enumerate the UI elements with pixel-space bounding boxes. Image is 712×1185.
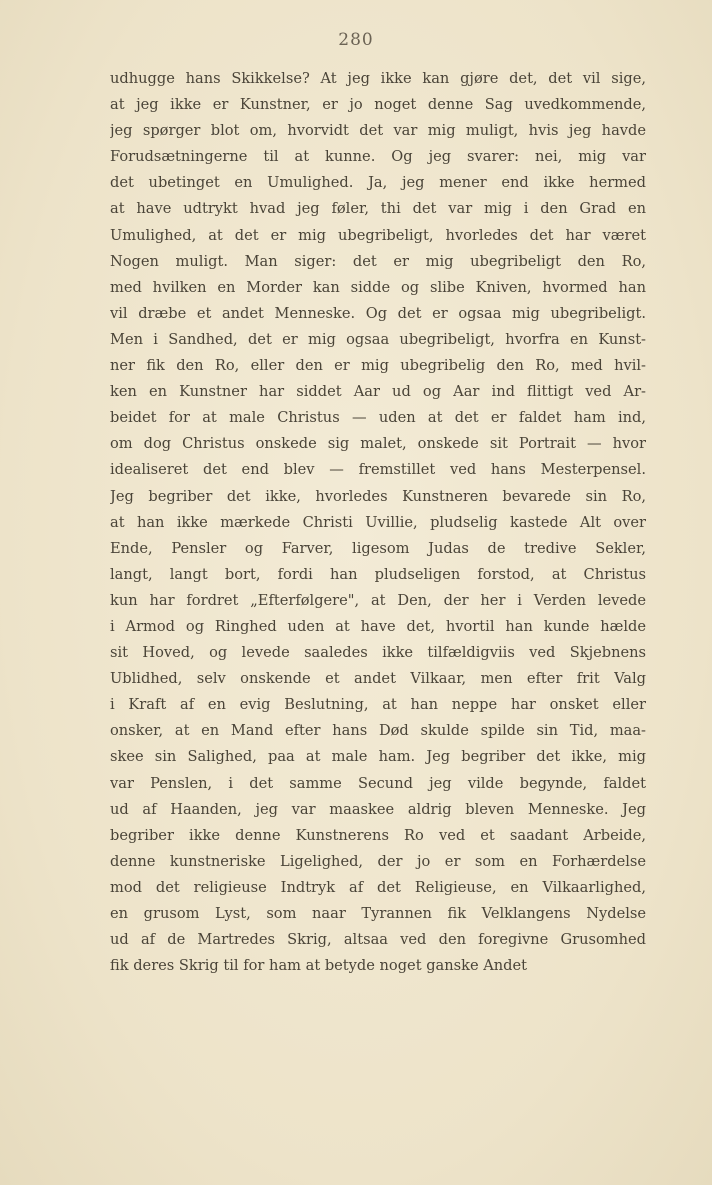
text-line: kun har fordret „Efterfølgere", at Den, der her i Verden levede	[110, 591, 646, 609]
text-line: ud af de Martredes Skrig, altsaa ved den foregivne Grusomhed	[110, 931, 646, 949]
text-line: det ubetinget en Umulighed. Ja, jeg mener end ikke hermed	[110, 174, 646, 192]
text-line: langt, langt bort, fordi han pludseligen forstod, at Christus	[110, 565, 646, 583]
text-line: begriber ikke denne Kunstnerens Ro ved et saadant Arbeide,	[110, 826, 646, 844]
text-line: Ublidhed, selv onskende et andet Vilkaar, men efter frit Valg	[110, 670, 646, 688]
text-line: skee sin Salighed, paa at male ham. Jeg begriber det ikke, mig	[110, 748, 646, 766]
text-line: jeg spørger blot om, hvorvidt det var mig muligt, hvis jeg havde	[110, 122, 646, 140]
text-line: at han ikke mærkede Christi Uvillie, pludselig kastede Alt over	[110, 513, 646, 531]
text-line: mod det religieuse Indtryk af det Religieuse, en Vilkaarlighed,	[110, 878, 646, 896]
text-line: var Penslen, i det samme Secund jeg vilde begynde, faldet	[110, 774, 646, 792]
text-line: ken en Kunstner har siddet Aar ud og Aar ind flittigt ved Ar-	[110, 383, 646, 401]
text-line: om dog Christus onskede sig malet, onskede sit Portrait — hvor	[110, 435, 646, 453]
text-line: ner fik den Ro, eller den er mig ubegribelig den Ro, med hvil-	[110, 357, 646, 375]
body-text	[110, 66, 646, 979]
text-line: ud af Haanden, jeg var maaskee aldrig bleven Menneske. Jeg	[110, 800, 646, 818]
page-number: 280	[338, 30, 374, 50]
text-line: en grusom Lyst, som naar Tyrannen fik Velklangens Nydelse	[110, 905, 646, 922]
text-line: at have udtrykt hvad jeg føler, thi det var mig i den Grad en	[110, 200, 646, 218]
text-line: Umulighed, at det er mig ubegribeligt, hvorledes det har været	[110, 226, 646, 244]
text-line: i Kraft af en evig Beslutning, at han neppe har onsket eller	[110, 696, 646, 714]
text-line: beidet for at male Christus — uden at det er faldet ham ind,	[110, 409, 646, 427]
text-line: Men i Sandhed, det er mig ogsaa ubegribeligt, hvorfra en Kunst-	[110, 330, 646, 348]
text-line: at jeg ikke er Kunstner, er jo noget denne Sag uvedkommende,	[110, 96, 646, 114]
text-line: Forudsætningerne til at kunne. Og jeg svarer: nei, mig var	[110, 148, 646, 166]
text-line: onsker, at en Mand efter hans Død skulde spilde sin Tid, maa-	[110, 722, 646, 740]
text-line: Ende, Pensler og Farver, ligesom Judas de tredive Sekler,	[110, 539, 646, 557]
text-line: udhugge hans Skikkelse? At jeg ikke kan gjøre det, det vil sige,	[110, 70, 646, 87]
text-line: sit Hoved, og levede saaledes ikke tilfældigviis ved Skjebnens	[110, 644, 646, 662]
text-line: i Armod og Ringhed uden at have det, hvortil han kunde hælde	[110, 617, 646, 635]
text-line: Jeg begriber det ikke, hvorledes Kunstneren bevarede sin Ro,	[110, 487, 646, 505]
text-line: Nogen muligt. Man siger: det er mig ubegribeligt den Ro,	[110, 252, 646, 270]
text-line: denne kunstneriske Ligelighed, der jo er som en Forhærdelse	[110, 852, 646, 870]
text-line: idealiseret det end blev — fremstillet ved hans Mesterpensel.	[110, 461, 646, 479]
text-line: vil dræbe et andet Menneske. Og det er ogsaa mig ubegribeligt.	[110, 304, 646, 322]
text-line: fik deres Skrig til for ham at betyde noget ganske Andet	[110, 957, 528, 975]
text-line: med hvilken en Morder kan sidde og slibe Kniven, hvormed han	[110, 278, 646, 296]
